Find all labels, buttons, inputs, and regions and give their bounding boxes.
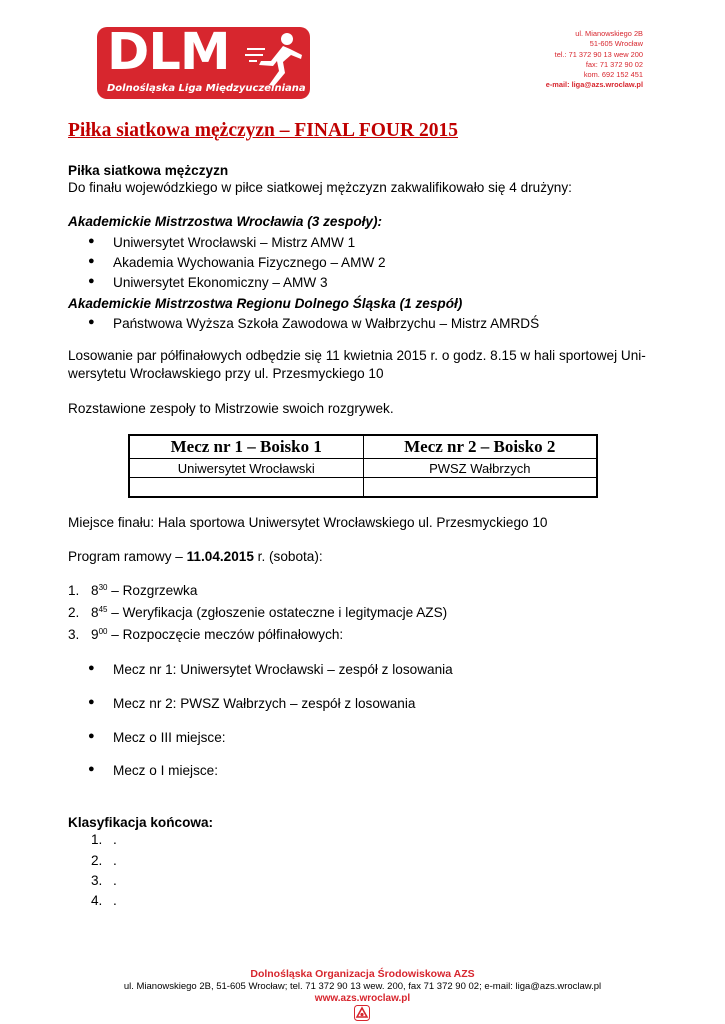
footer-org: Dolnośląska Organizacja Środowiskowa AZS (250, 968, 475, 980)
program-item-text: $8^{30}$ – Rozgrzewka (91, 583, 198, 598)
ranking-item: 1. (91, 832, 103, 847)
table-row (129, 478, 597, 498)
venue-info: Miejsce finału: Hala sportowa Uniwersytet Wrocławskiego ul. Przesmyckiego 10 (68, 515, 548, 530)
table-cell: PWSZ Wałbrzych (363, 459, 597, 478)
runner-icon (243, 31, 305, 87)
footer-address: ul. Mianowskiego 2B, 51-605 Wrocław; tel. 71 372 90 13 wew. 200, fax 71 372 90 02; e-mail: liga@azs.wroclaw.pl (123, 981, 602, 992)
seeded-info: Rozstawione zespoły to Mistrzowie swoich rozgrywek. (68, 401, 394, 416)
list-item: ● Uniwersytet Ekonomiczny – AMW 3 (88, 275, 328, 290)
bullet-icon: ● (88, 696, 95, 708)
contact-mobile: kom. 692 152 451 (583, 70, 643, 80)
match1-header: Mecz nr 1 – Boisko 1 (129, 435, 363, 459)
program-item: 3. (68, 627, 80, 642)
page-title: Piłka siatkowa mężczyzn – FINAL FOUR 2015 (68, 120, 458, 141)
ranking-value: . (113, 873, 117, 888)
contact-block (546, 29, 643, 91)
amrds-heading: Akademickie Mistrzostwa Regionu Dolnego Śląska (1 zespół) (68, 296, 463, 311)
bullet-icon: ● (88, 255, 95, 267)
azs-emblem-icon (354, 1005, 370, 1021)
list-item: ● Akademia Wychowania Fizycznego – AMW 2 (88, 255, 386, 270)
list-item: ● Państwowa Wyższa Szkoła Zawodowa w Wałbrzychu – Mistrz AMRDŚ (88, 316, 540, 331)
bullet-icon: ● (88, 275, 95, 287)
logo-subtitle: Dolnośląska Liga Międzyuczelniana (107, 83, 306, 94)
table-row (129, 459, 597, 478)
table-header-row (129, 435, 597, 459)
bullet-icon: ● (88, 662, 95, 674)
program-item: 1. (68, 583, 80, 598)
match2-header: Mecz nr 2 – Boisko 2 (363, 435, 597, 459)
contact-city: 51-605 Wrocław (589, 39, 643, 49)
table-cell: Uniwersytet Wrocławski (129, 459, 363, 478)
bullet-icon: ● (88, 763, 95, 775)
program-item-text: $9^{00}$ – Rozpoczęcie meczów półfinałowych: (91, 627, 344, 642)
program-date: 11.04.2015 (186, 549, 254, 564)
list-item: ● Uniwersytet Wrocławski – Mistrz AMW 1 (88, 235, 356, 250)
ranking-value: . (113, 893, 117, 908)
ranking-value: . (113, 853, 117, 868)
list-item: ● Mecz o III miejsce: (88, 730, 226, 745)
bullet-icon: ● (88, 316, 95, 328)
program-item-text: $8^{45}$ – Weryfikacja (zgłoszenie ostateczne i legitymacje AZS) (91, 605, 448, 620)
bullet-icon: ● (88, 235, 95, 247)
ranking-item: 3. (91, 873, 103, 888)
program-heading: Program ramowy – 11.04.2015 r. (sobota): (68, 549, 323, 564)
amw-heading: Akademickie Mistrzostwa Wrocławia (3 zespoły): (68, 214, 383, 229)
list-item: ● Mecz nr 2: PWSZ Wałbrzych – zespół z losowania (88, 696, 416, 711)
program-item: 2. (68, 605, 80, 620)
contact-fax: fax: 71 372 90 02 (585, 59, 643, 69)
ranking-item: 2. (91, 853, 103, 868)
matches-table (128, 434, 598, 498)
intro-text: Do finału wojewódzkiego w piłce siatkowej mężczyzn zakwalifikowało się 4 drużyny: (68, 180, 572, 195)
ranking-value: . (113, 832, 117, 847)
contact-phone: tel.: 71 372 90 13 wew 200 (554, 49, 643, 59)
bullet-icon: ● (88, 730, 95, 742)
draw-info-line1: Losowanie par półfinałowych odbędzie się 11 kwietnia 2015 r. o godz. 8.15 w hali sportowej Uni- (68, 348, 646, 363)
contact-email: e-mail: liga@azs.wroclaw.pl (545, 80, 643, 90)
dlm-logo (97, 23, 310, 99)
footer-website-link[interactable]: www.azs.wroclaw.pl (314, 993, 411, 1004)
table-cell (129, 478, 363, 498)
contact-street: ul. Mianowskiego 2B (575, 29, 643, 38)
table-cell (363, 478, 597, 498)
ranking-item: 4. (91, 893, 103, 908)
draw-info-line2: wersytetu Wrocławskiego przy ul. Przesmyckiego 10 (68, 366, 384, 381)
ranking-heading: Klasyfikacja końcowa: (68, 815, 214, 830)
logo-letters: DLM (107, 23, 230, 82)
intro-heading: Piłka siatkowa mężczyzn (68, 163, 229, 178)
list-item: ● Mecz o I miejsce: (88, 763, 218, 778)
list-item: ● Mecz nr 1: Uniwersytet Wrocławski – zespół z losowania (88, 662, 453, 677)
